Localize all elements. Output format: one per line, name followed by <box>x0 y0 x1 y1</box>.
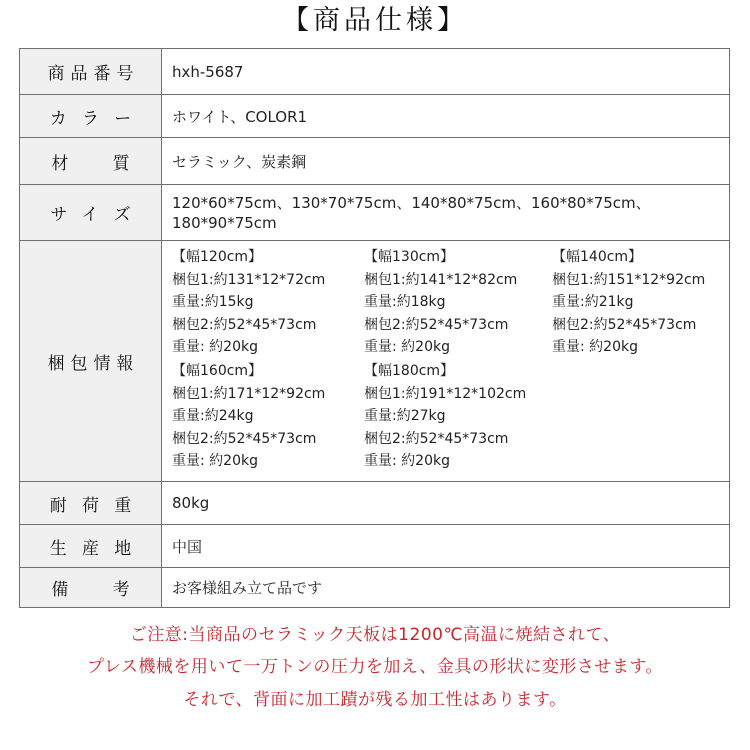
row-remarks <box>20 568 730 608</box>
pack-header: 【幅140cm】 <box>552 249 643 265</box>
weight-2: 重量: 約20kg <box>364 453 450 469</box>
row-item-number <box>20 49 730 95</box>
row-packaging <box>20 241 730 482</box>
weight-2: 重量: 約20kg <box>552 339 638 355</box>
label-color: カラー <box>20 95 162 138</box>
value-size <box>162 185 730 241</box>
pack-1: 梱包1:約131*12*72cm <box>172 271 326 288</box>
label-material: 材質 <box>20 138 162 185</box>
row-size <box>20 185 730 241</box>
row-material <box>20 138 730 185</box>
pack-header: 【幅130cm】 <box>364 249 455 265</box>
label-size: サイズ <box>20 185 162 241</box>
pack-1: 梱包1:約151*12*92cm <box>552 271 706 288</box>
weight-2: 重量: 約20kg <box>172 339 258 355</box>
weight-2: 重量: 約20kg <box>172 453 258 469</box>
weight-1: 重量:約18kg <box>364 294 446 310</box>
packaging-grid <box>162 241 729 481</box>
label-item-number: 商品番号 <box>20 49 162 95</box>
value-load-capacity: 80kg <box>162 482 730 525</box>
weight-1: 重量:約21kg <box>552 294 634 310</box>
pack-2: 梱包2:約52*45*73cm <box>552 316 697 333</box>
pack-1: 梱包1:約191*12*102cm <box>364 385 527 402</box>
row-origin <box>20 525 730 568</box>
label-load-capacity: 耐荷重 <box>20 482 162 525</box>
pack-block-160 <box>172 360 325 473</box>
weight-1: 重量:約24kg <box>172 408 254 424</box>
pack-2: 梱包2:約52*45*73cm <box>172 430 317 447</box>
weight-1: 重量:約27kg <box>364 408 446 424</box>
spec-table <box>19 48 730 608</box>
label-packaging: 梱包情報 <box>20 241 162 482</box>
value-material: セラミック、炭素鋼 <box>162 138 730 185</box>
label-remarks: 備考 <box>20 568 162 608</box>
pack-2: 梱包2:約52*45*73cm <box>364 316 509 333</box>
spec-title: 【商品仕様】 <box>282 5 468 36</box>
pack-2: 梱包2:約52*45*73cm <box>172 316 317 333</box>
pack-block-130 <box>364 246 517 359</box>
pack-1: 梱包1:約141*12*82cm <box>364 271 518 288</box>
weight-2: 重量: 約20kg <box>364 339 450 355</box>
pack-1: 梱包1:約171*12*92cm <box>172 385 326 402</box>
row-load-capacity <box>20 482 730 525</box>
pack-2: 梱包2:約52*45*73cm <box>364 430 509 447</box>
value-remarks: お客様組み立て品です <box>162 568 730 608</box>
weight-1: 重量:約15kg <box>172 294 254 310</box>
value-item-number: hxh-5687 <box>162 49 730 95</box>
row-color <box>20 95 730 138</box>
value-origin: 中国 <box>162 525 730 568</box>
value-color: ホワイト、COLOR1 <box>162 95 730 138</box>
size-text: 120*60*75cm、130*70*75cm、140*80*75cm、160*80*75cm、180*90*75cm <box>172 193 651 232</box>
notice-line-2: プレス機械を用いて一万トンの圧力を加え、金具の形状に変形させます。 <box>87 657 663 677</box>
pack-header: 【幅160cm】 <box>172 363 263 379</box>
pack-block-140 <box>552 246 705 359</box>
pack-block-180 <box>364 360 526 473</box>
value-packaging <box>162 241 730 482</box>
pack-block-120 <box>172 246 325 359</box>
notice-line-3: それで、背面に加工蹟が残る加工性はあります。 <box>183 690 567 710</box>
pack-header: 【幅120cm】 <box>172 249 263 265</box>
notice-line-1: ご注意:当商品のセラミック天板は1200℃高温に焼結されて、 <box>129 625 621 645</box>
pack-header: 【幅180cm】 <box>364 363 455 379</box>
label-origin: 生産地 <box>20 525 162 568</box>
